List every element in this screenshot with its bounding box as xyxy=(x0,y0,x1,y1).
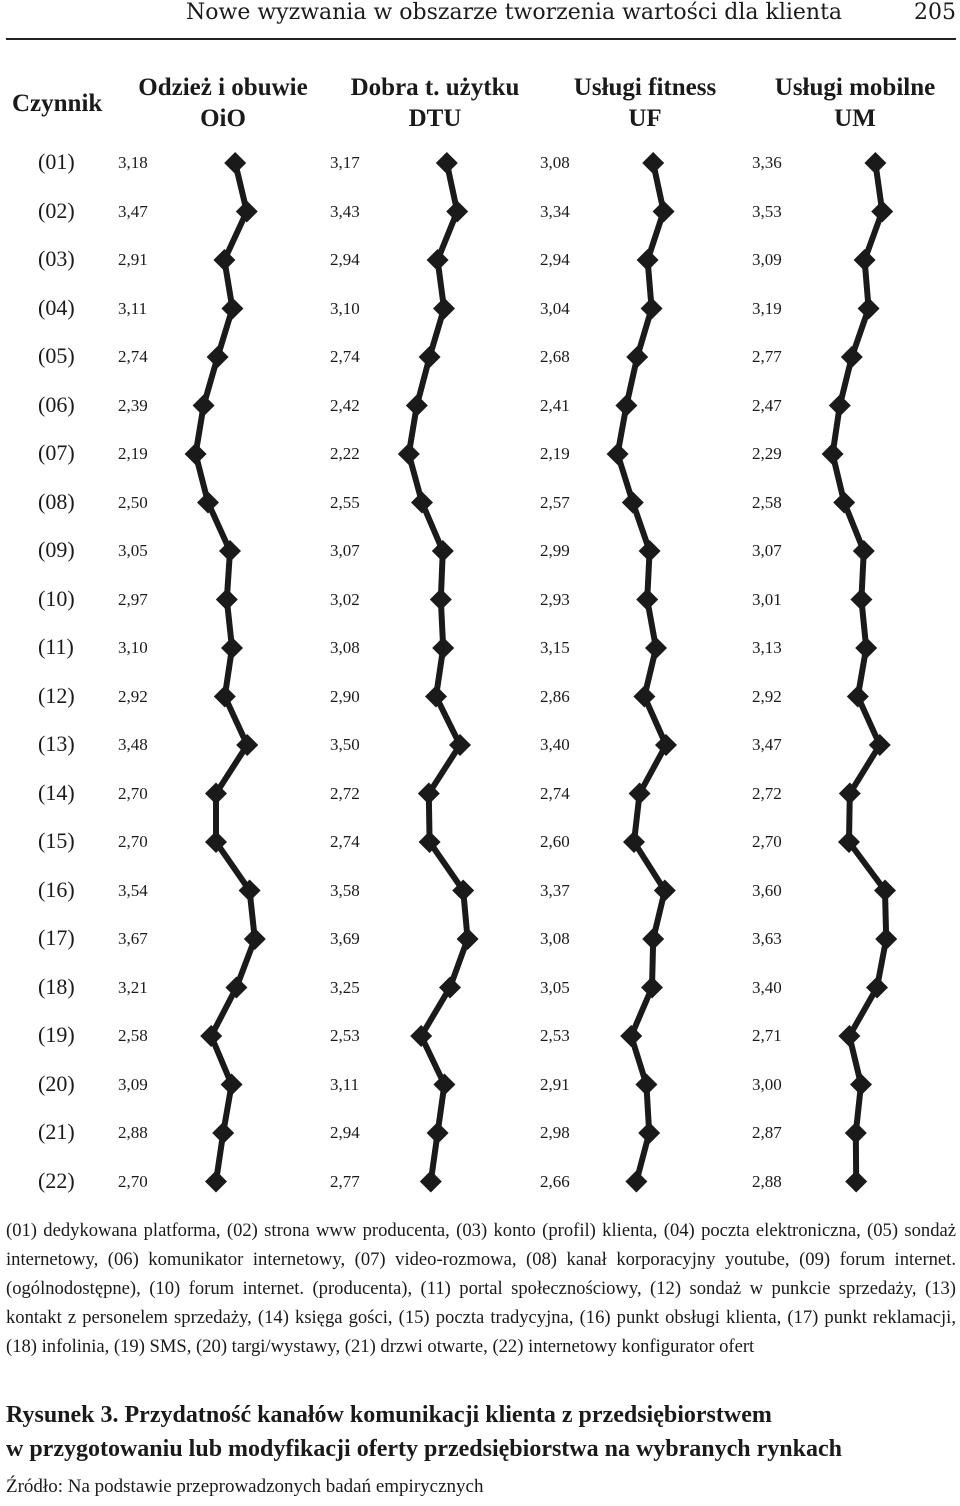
value-label-um: 3,40 xyxy=(752,977,782,997)
data-point-um xyxy=(850,589,872,611)
series-abbr: UF xyxy=(628,105,662,132)
value-label-oio: 2,92 xyxy=(118,686,148,706)
value-label-um: 3,09 xyxy=(752,250,782,269)
value-label-um: 3,19 xyxy=(752,298,782,318)
data-point-oio xyxy=(200,1025,222,1047)
value-label-um: 2,92 xyxy=(752,686,782,706)
value-label-oio: 2,74 xyxy=(118,347,148,366)
value-label-dtu: 3,50 xyxy=(330,735,360,754)
value-label-uf: 3,15 xyxy=(540,638,570,657)
value-label-dtu: 2,55 xyxy=(330,492,360,512)
value-label-uf: 2,68 xyxy=(540,347,570,366)
data-point-uf xyxy=(639,540,661,562)
value-label-dtu: 3,58 xyxy=(330,880,360,900)
factor-label: (20) xyxy=(38,1070,75,1096)
value-label-oio: 3,67 xyxy=(118,929,148,948)
data-point-uf xyxy=(633,686,655,708)
value-label-uf: 2,93 xyxy=(540,589,570,609)
value-label-dtu: 2,22 xyxy=(330,444,360,463)
value-label-um: 2,58 xyxy=(752,492,782,512)
value-label-oio: 2,70 xyxy=(118,1171,148,1191)
value-label-oio: 2,58 xyxy=(118,1026,148,1045)
value-label-oio: 3,21 xyxy=(118,977,148,997)
page-number: 205 xyxy=(914,0,956,25)
value-label-dtu: 2,94 xyxy=(330,250,360,269)
value-label-oio: 2,91 xyxy=(118,250,148,269)
value-label-dtu: 3,17 xyxy=(330,153,360,172)
value-label-dtu: 3,10 xyxy=(330,298,360,318)
factor-label: (15) xyxy=(38,828,75,853)
value-label-um: 2,87 xyxy=(752,1123,782,1142)
value-label-oio: 2,39 xyxy=(118,395,148,415)
value-label-uf: 2,41 xyxy=(540,395,570,415)
factor-label: (14) xyxy=(38,779,75,805)
value-label-uf: 3,40 xyxy=(540,735,570,754)
data-point-uf xyxy=(637,249,659,271)
value-label-dtu: 2,77 xyxy=(330,1171,360,1191)
data-point-uf xyxy=(615,395,637,417)
factor-label: (19) xyxy=(38,1022,75,1047)
data-point-um xyxy=(829,395,851,417)
value-label-dtu: 3,11 xyxy=(330,1074,360,1094)
data-point-oio xyxy=(221,1074,243,1096)
series-abbr: UM xyxy=(834,105,876,132)
data-point-uf xyxy=(636,589,658,611)
value-label-uf: 3,08 xyxy=(540,929,570,948)
data-point-uf xyxy=(607,443,629,465)
value-label-uf: 3,08 xyxy=(540,153,570,172)
data-point-uf xyxy=(655,734,677,756)
data-point-oio xyxy=(219,540,241,562)
factor-label: (11) xyxy=(38,634,74,659)
value-label-dtu: 3,69 xyxy=(330,929,360,948)
data-point-oio xyxy=(221,298,243,320)
factor-label: (21) xyxy=(38,1119,75,1144)
value-label-oio: 3,54 xyxy=(118,880,148,900)
caption-line-1: Rysunek 3. Przydatność kanałów komunikacji klienta z przedsiębiorstwem xyxy=(6,1402,772,1428)
series-name: Odzież i obuwie xyxy=(138,74,308,101)
value-label-oio: 3,10 xyxy=(118,638,148,657)
data-point-dtu xyxy=(446,201,468,223)
data-point-dtu xyxy=(432,540,454,562)
factor-label: (13) xyxy=(38,731,75,756)
value-label-oio: 2,88 xyxy=(118,1123,148,1142)
value-label-uf: 2,74 xyxy=(540,783,570,803)
data-point-oio xyxy=(236,201,258,223)
value-label-um: 2,77 xyxy=(752,347,782,366)
value-label-um: 2,70 xyxy=(752,832,782,851)
value-label-oio: 2,97 xyxy=(118,589,148,609)
data-point-oio xyxy=(207,346,229,368)
value-label-dtu: 2,94 xyxy=(330,1123,360,1142)
data-point-oio xyxy=(213,249,235,271)
data-point-dtu xyxy=(425,686,447,708)
value-label-uf: 3,05 xyxy=(540,977,570,997)
data-point-um xyxy=(858,298,880,320)
value-label-dtu: 3,43 xyxy=(330,201,360,221)
value-label-oio: 3,47 xyxy=(118,201,148,221)
figure-caption xyxy=(6,1398,958,1466)
value-label-uf: 2,91 xyxy=(540,1074,570,1094)
factor-label: (01) xyxy=(38,149,75,174)
data-point-uf xyxy=(622,492,644,514)
value-label-uf: 2,99 xyxy=(540,541,570,560)
running-title: Nowe wyzwania w obszarze tworzenia wartości dla klienta xyxy=(186,0,843,25)
series-abbr: DTU xyxy=(408,105,462,132)
data-point-uf xyxy=(629,783,651,805)
value-label-oio: 2,70 xyxy=(118,783,148,803)
value-label-um: 2,88 xyxy=(752,1171,782,1191)
value-label-uf: 2,57 xyxy=(540,492,570,512)
data-point-dtu xyxy=(432,637,454,659)
data-point-um xyxy=(822,443,844,465)
value-label-um: 3,36 xyxy=(752,153,782,172)
data-point-um xyxy=(850,1074,872,1096)
data-point-dtu xyxy=(457,928,479,950)
caption-line-2: w przygotowaniu lub modyfikacji oferty przedsiębiorstwa na wybranych rynkach xyxy=(6,1436,843,1462)
value-label-um: 3,63 xyxy=(752,929,782,948)
data-point-uf xyxy=(635,1074,657,1096)
data-point-um xyxy=(871,201,893,223)
data-point-uf xyxy=(626,346,648,368)
value-label-um: 3,01 xyxy=(752,589,782,609)
factor-label: (10) xyxy=(38,585,75,611)
data-point-oio xyxy=(193,395,215,417)
value-label-dtu: 2,74 xyxy=(330,832,360,851)
data-point-uf xyxy=(625,1171,647,1193)
data-point-oio xyxy=(197,492,219,514)
data-point-dtu xyxy=(427,1122,449,1144)
factor-label: (06) xyxy=(38,391,75,417)
factor-label: (04) xyxy=(38,294,75,320)
data-point-oio xyxy=(216,589,238,611)
value-label-oio: 3,18 xyxy=(118,153,148,172)
data-point-um xyxy=(855,637,877,659)
data-point-dtu xyxy=(427,249,449,271)
data-point-oio xyxy=(205,1171,227,1193)
data-point-um xyxy=(847,686,869,708)
data-point-dtu xyxy=(433,298,455,320)
value-label-dtu: 3,07 xyxy=(330,541,360,560)
value-label-oio: 3,05 xyxy=(118,541,148,560)
value-label-uf: 2,66 xyxy=(540,1171,570,1191)
data-point-oio xyxy=(214,686,236,708)
factor-label: (05) xyxy=(38,343,75,368)
factor-legend: (01) dedykowana platforma, (02) strona www producenta, (03) konto (profil) klienta, (04) poczta elektroniczna, (05) sondaż internetowy, (06) komunikator internetowy, (07) video-rozmowa, (08) kanał korporacyjny youtube, (09) forum internet. (ogólnodostępne), (10) forum internet. (producenta), (11) portal społecznościowy, (12) sondaż w punkcie sprzedaży, (13) kontakt z personelem sprzedaży, (14) księga gości, (15) poczta tradycyjna, (16) punkt obsługi klienta, (17) punkt reklamacji, (18) infolinia, (19) SMS, (20) targi/wystawy, (21) drzwi otwarte, (22) internetowy konfigurator ofert xyxy=(6,1220,956,1357)
series-line-oio xyxy=(196,163,255,1182)
data-point-uf xyxy=(641,977,663,999)
series-line-uf xyxy=(618,163,666,1182)
value-label-dtu: 2,53 xyxy=(330,1026,360,1045)
series-name: Dobra t. użytku xyxy=(350,74,520,101)
data-point-uf xyxy=(642,928,664,950)
data-point-um xyxy=(841,346,863,368)
series-abbr: OiO xyxy=(200,105,246,132)
data-point-dtu xyxy=(406,395,428,417)
value-label-oio: 2,19 xyxy=(118,444,148,463)
value-label-oio: 3,09 xyxy=(118,1074,148,1094)
value-label-uf: 2,98 xyxy=(540,1123,570,1142)
value-label-uf: 2,94 xyxy=(540,250,570,269)
data-point-um xyxy=(853,540,875,562)
data-point-uf xyxy=(642,152,664,174)
factor-label: (17) xyxy=(38,925,75,950)
value-label-uf: 2,60 xyxy=(540,832,570,851)
value-label-uf: 3,04 xyxy=(540,298,570,318)
data-point-oio xyxy=(185,443,207,465)
data-point-um xyxy=(833,492,855,514)
value-label-um: 3,60 xyxy=(752,880,782,900)
factor-label: (18) xyxy=(38,973,75,999)
data-point-uf xyxy=(645,637,667,659)
series-name: Usługi fitness xyxy=(573,74,717,101)
data-point-dtu xyxy=(433,1074,455,1096)
value-label-uf: 3,34 xyxy=(540,201,570,221)
value-label-oio: 3,48 xyxy=(118,735,148,754)
value-label-dtu: 3,02 xyxy=(330,589,360,609)
value-label-dtu: 2,72 xyxy=(330,783,360,803)
data-point-oio xyxy=(212,1122,234,1144)
factor-label: (07) xyxy=(38,440,75,465)
data-point-dtu xyxy=(436,152,458,174)
factor-label: (12) xyxy=(38,682,75,708)
value-label-um: 3,07 xyxy=(752,541,782,560)
value-label-um: 3,13 xyxy=(752,638,782,657)
value-label-um: 2,71 xyxy=(752,1026,782,1045)
data-point-oio xyxy=(244,928,266,950)
data-point-uf xyxy=(641,298,663,320)
data-point-dtu xyxy=(430,589,452,611)
factor-header-text: Czynnik xyxy=(12,90,103,117)
factor-label: (02) xyxy=(38,197,75,223)
value-label-uf: 2,19 xyxy=(540,444,570,463)
figure-source: Źródło: Na podstawie przeprowadzonych badań empirycznych xyxy=(6,1476,484,1497)
value-label-oio: 2,70 xyxy=(118,832,148,851)
value-label-uf: 2,53 xyxy=(540,1026,570,1045)
value-label-dtu: 2,90 xyxy=(330,686,360,706)
value-label-um: 3,47 xyxy=(752,735,782,754)
data-point-dtu xyxy=(398,443,420,465)
data-point-um xyxy=(845,1122,867,1144)
value-label-oio: 3,11 xyxy=(118,298,148,318)
value-label-oio: 2,50 xyxy=(118,492,148,512)
value-label-dtu: 3,25 xyxy=(330,977,360,997)
value-label-um: 3,53 xyxy=(752,201,782,221)
value-label-dtu: 3,08 xyxy=(330,638,360,657)
value-label-um: 2,47 xyxy=(752,395,782,415)
factor-label: (09) xyxy=(38,537,75,562)
data-point-dtu xyxy=(420,1171,442,1193)
data-point-um xyxy=(864,152,886,174)
data-point-uf xyxy=(620,1025,642,1047)
data-point-dtu xyxy=(419,346,441,368)
value-label-um: 2,29 xyxy=(752,444,782,463)
factor-label: (16) xyxy=(38,876,75,902)
data-point-um xyxy=(854,249,876,271)
series-name: Usługi mobilne xyxy=(774,74,936,101)
value-label-uf: 2,86 xyxy=(540,686,570,706)
data-point-oio xyxy=(225,977,247,999)
factor-label: (08) xyxy=(38,488,75,514)
value-label-um: 2,72 xyxy=(752,783,782,803)
factor-label: (03) xyxy=(38,246,75,271)
value-label-um: 3,00 xyxy=(752,1074,782,1094)
data-point-um xyxy=(845,1171,867,1193)
data-point-oio xyxy=(221,637,243,659)
series-line-um xyxy=(833,163,887,1182)
value-label-dtu: 2,42 xyxy=(330,395,360,415)
value-label-uf: 3,37 xyxy=(540,880,570,900)
data-point-dtu xyxy=(411,492,433,514)
factor-label: (22) xyxy=(38,1167,75,1193)
value-label-dtu: 2,74 xyxy=(330,347,360,366)
data-point-oio xyxy=(224,152,246,174)
data-point-um xyxy=(875,928,897,950)
data-point-uf xyxy=(638,1122,660,1144)
data-point-uf xyxy=(653,201,675,223)
